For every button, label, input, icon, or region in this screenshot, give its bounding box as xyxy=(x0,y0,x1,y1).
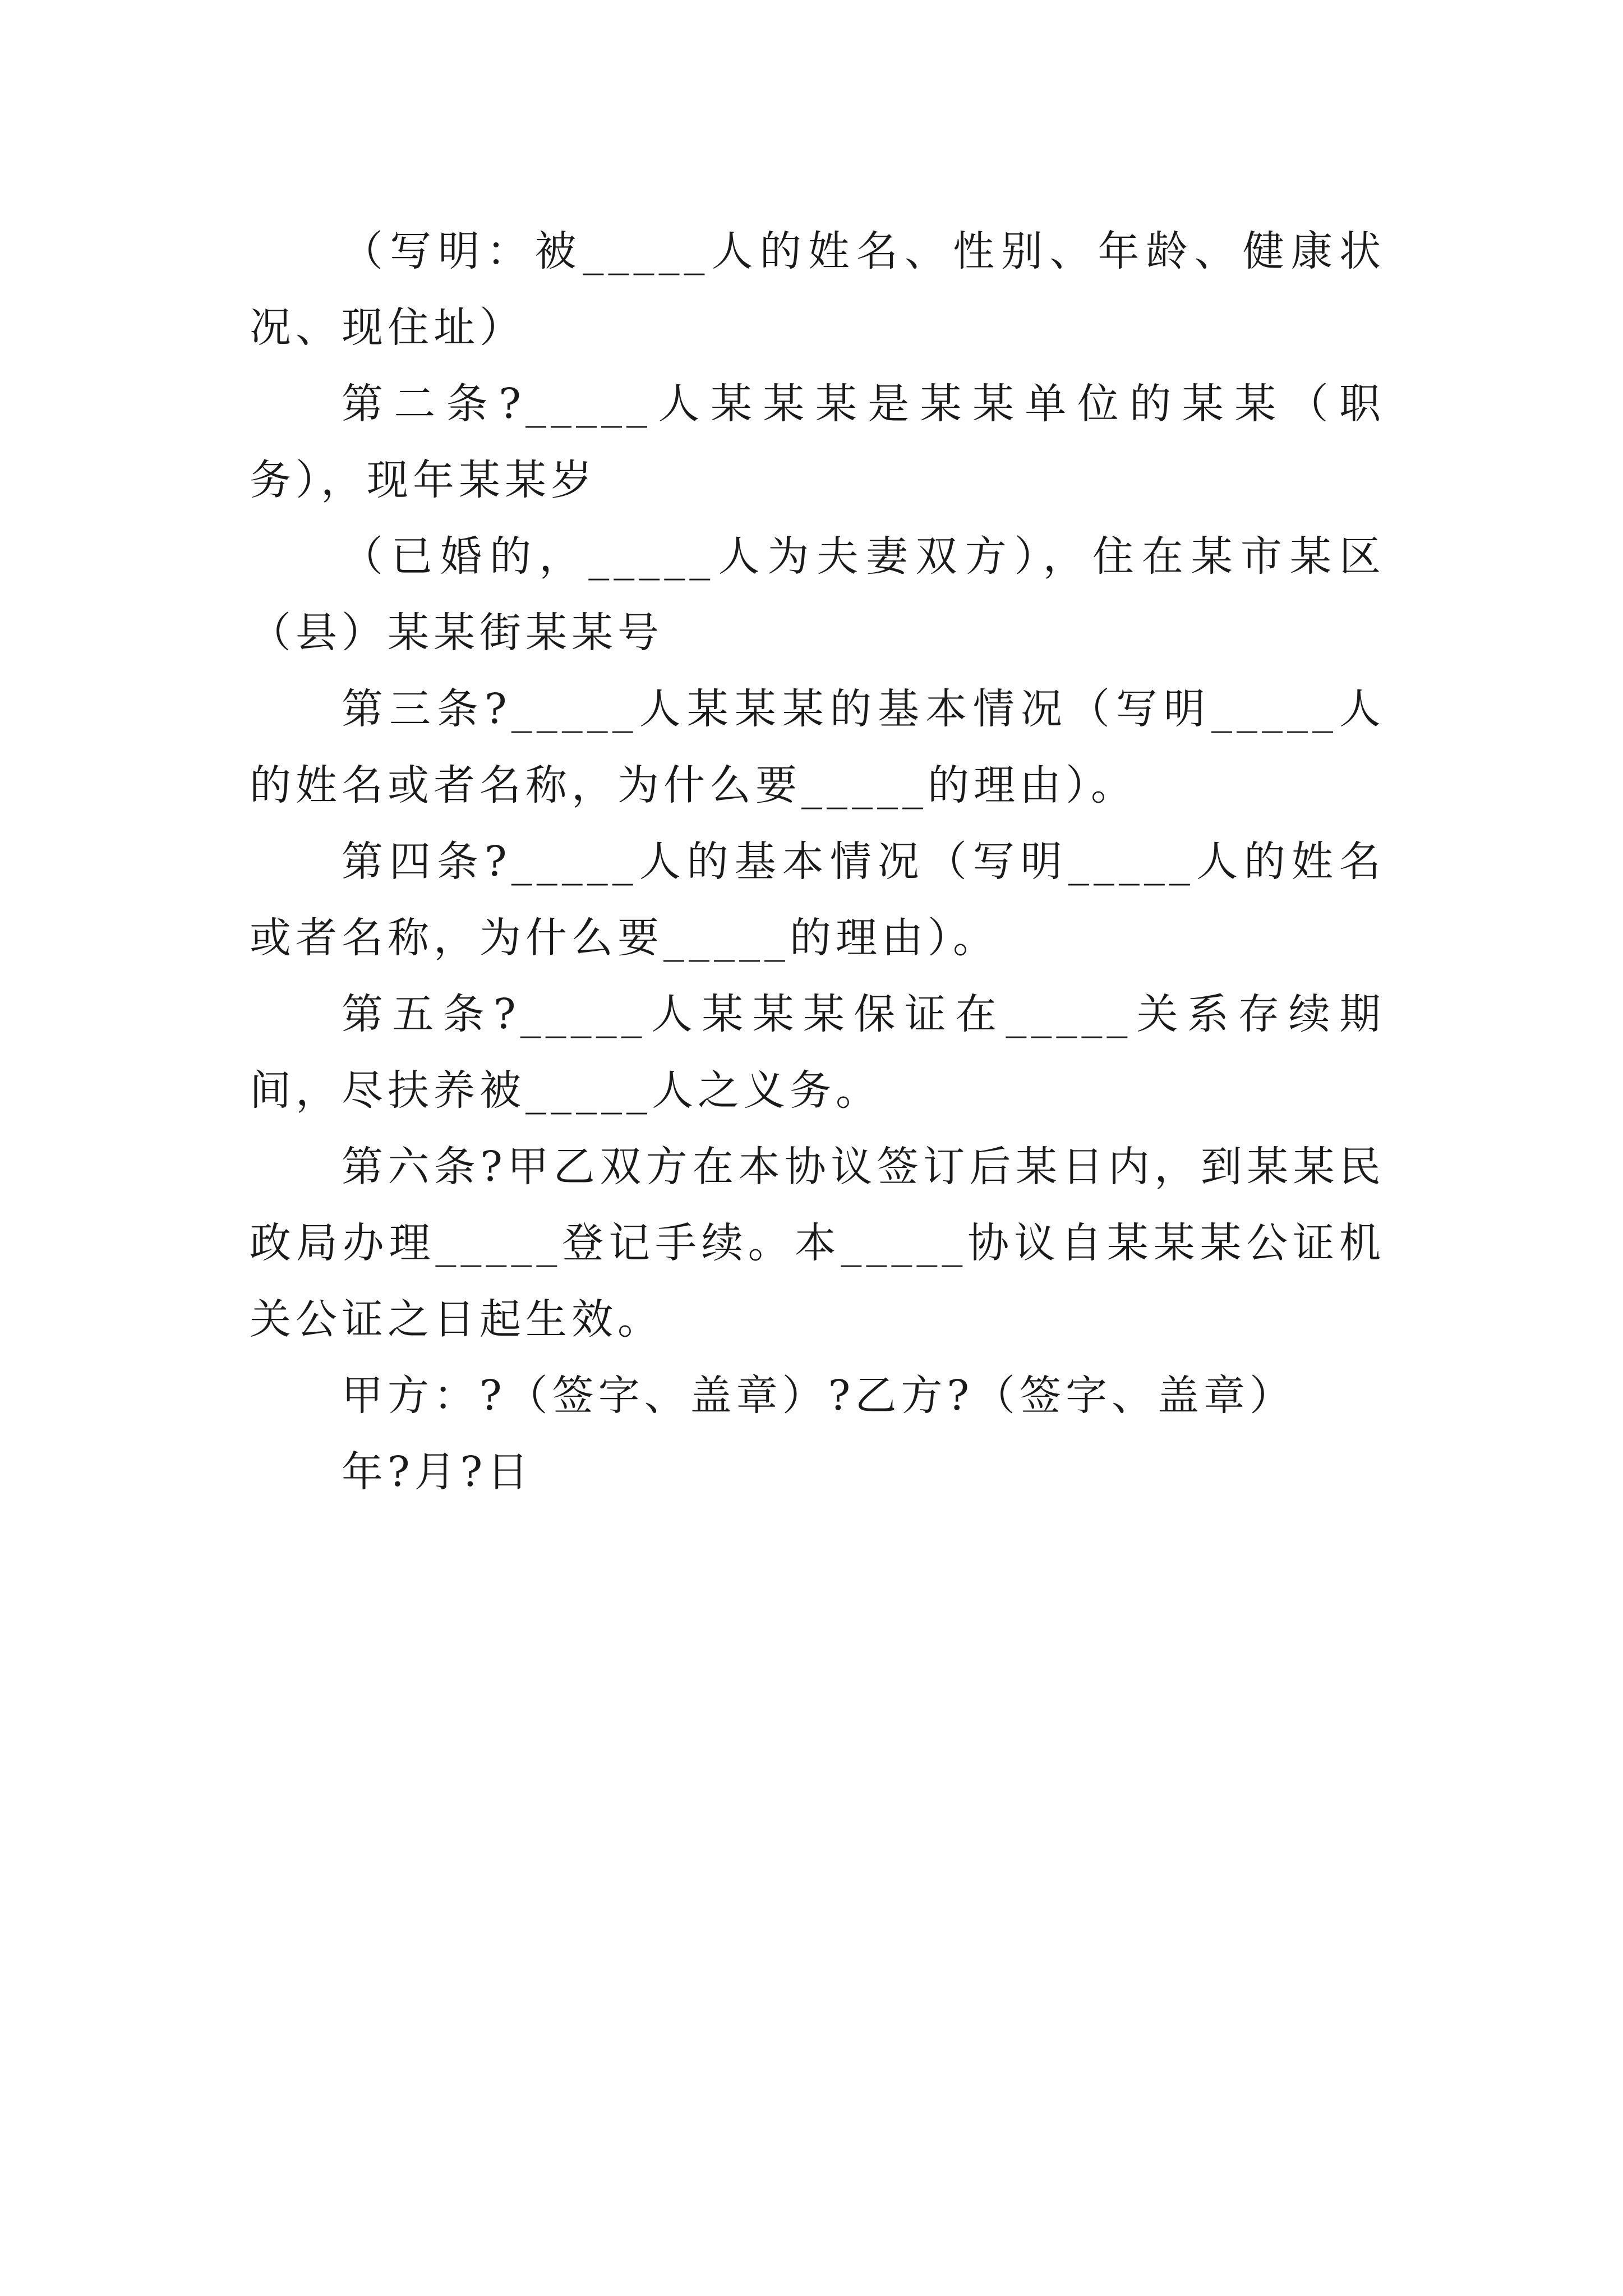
date-line: 年?月?日 xyxy=(342,1448,533,1496)
paragraph-article-5: 第五条?_____人某某某保证在_____关系存续期间，尽扶养被_____人之义务。 xyxy=(250,990,1385,1115)
paragraph-article-4: 第四条?_____人的基本情况（写明_____人的姓名或者名称，为什么要_____的理由）。 xyxy=(250,838,1385,962)
signature-line: 甲方：?（签字、盖章）?乙方?（签字、盖章） xyxy=(342,1372,1296,1420)
paragraph-article-3: 第三条?_____人某某某的基本情况（写明_____人的姓名或者名称，为什么要_____的理由）。 xyxy=(250,685,1385,809)
paragraph-article-6: 第六条?甲乙双方在本协议签订后某日内，到某某民政局办理_____登记手续。本_____协议自某某某公证机关公证之日起生效。 xyxy=(250,1143,1385,1343)
paragraph-notes: （写明：被_____人的姓名、性别、年龄、健康状况、现住址） xyxy=(250,227,1385,352)
paragraph-marital-address: （已婚的，_____人为夫妻双方），住在某市某区（县）某某街某某号 xyxy=(250,532,1385,657)
document-body xyxy=(250,213,1385,1510)
paragraph-article-2: 第二条?_____人某某某是某某单位的某某（职务），现年某某岁 xyxy=(250,380,1385,504)
